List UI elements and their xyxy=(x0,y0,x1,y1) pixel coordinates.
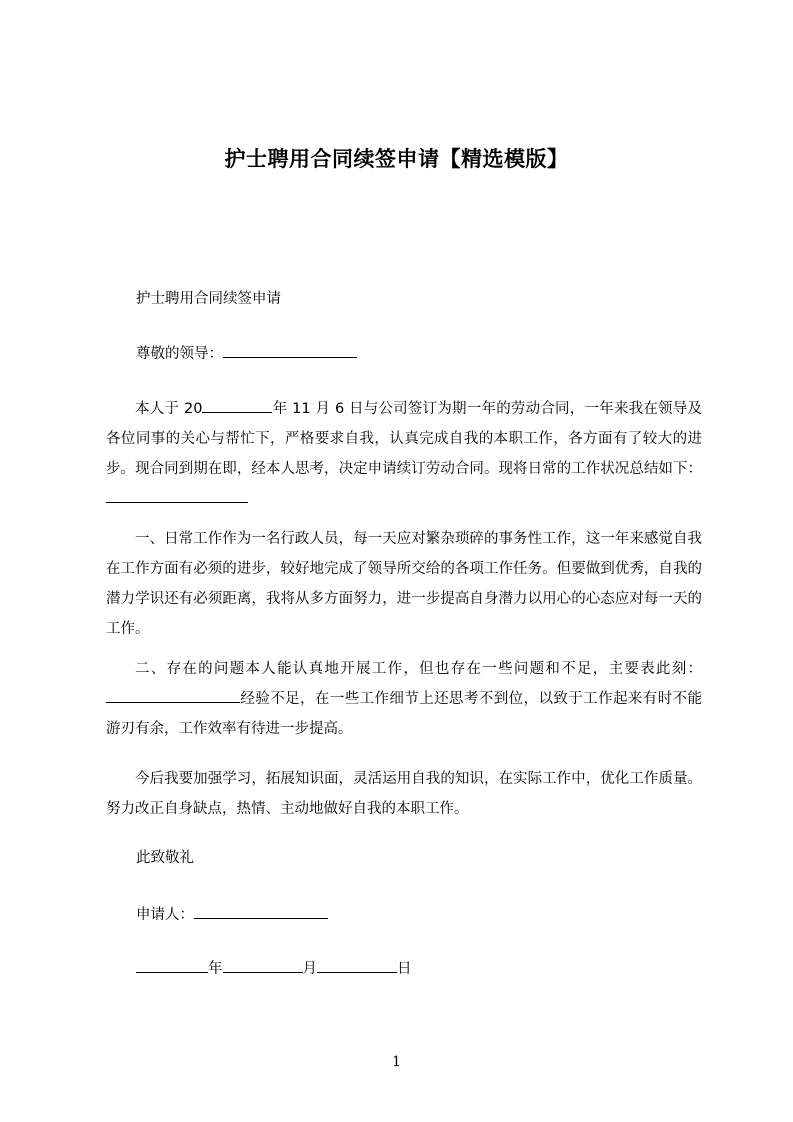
paragraph-daily-work: 一、日常工作作为一名行政人员，每一天应对繁杂琐碎的事务性工作，这一年来感觉自我在工作方面有必须的进步，较好地完成了领导所交给的各项工作任务。但要做到优秀，自我的潜力学识还有必须距离，我将从多方面努力，进一步提高自身潜力以用心的心态应对每一天的工作。 xyxy=(106,531,702,637)
document-title: 护士聘用合同续签申请【精选模版】 xyxy=(224,147,569,171)
salutation: 尊敬的领导： xyxy=(136,346,223,362)
summary-blank xyxy=(106,487,248,503)
applicant-label: 申请人： xyxy=(136,907,194,923)
paragraph-contract-body: 年 11 月 6 日与公司签订为期一年的劳动合同，一年来我在领导及各位同事的关心与帮忙下，严格要求自我，认真完成自我的本职工作，各方面有了较大的进步。现合同到期在即，经本人思考，决定申请续订劳动合同。现将日常的工作状况总结如下： xyxy=(106,401,702,477)
paragraph-contract xyxy=(106,394,702,514)
date-month-blank xyxy=(223,957,303,973)
page-number: 1 xyxy=(392,1054,401,1070)
date-line xyxy=(136,957,412,981)
date-year-label: 年 xyxy=(208,961,223,977)
year-blank xyxy=(202,397,272,413)
date-year-blank xyxy=(136,957,208,973)
closing: 此致敬礼 xyxy=(136,850,194,866)
salutation-line xyxy=(136,342,357,366)
applicant-line xyxy=(136,903,328,927)
paragraph-problems xyxy=(106,654,702,744)
paragraph-problems-start: 二、存在的问题本人能认真地开展工作，但也存在一些问题和不足，主要表此刻： xyxy=(135,661,702,677)
paragraph-future: 今后我要加强学习，拓展知识面，灵活运用自我的知识，在实际工作中，优化工作质量。努力改正自身缺点，热情、主动地做好自我的本职工作。 xyxy=(106,771,702,817)
document-heading: 护士聘用合同续签申请 xyxy=(136,291,281,307)
date-day-label: 日 xyxy=(397,961,412,977)
leader-name-blank xyxy=(223,342,357,358)
date-day-blank xyxy=(317,957,397,973)
applicant-blank xyxy=(194,903,328,919)
paragraph-problems-body: 经验不足，在一些工作细节上还思考不到位，以致于工作起来有时不能游刃有余，工作效率有待进一步提高。 xyxy=(106,691,702,737)
paragraph-contract-start: 本人于 20 xyxy=(135,401,203,417)
date-month-label: 月 xyxy=(302,961,317,977)
problems-blank xyxy=(106,687,240,703)
